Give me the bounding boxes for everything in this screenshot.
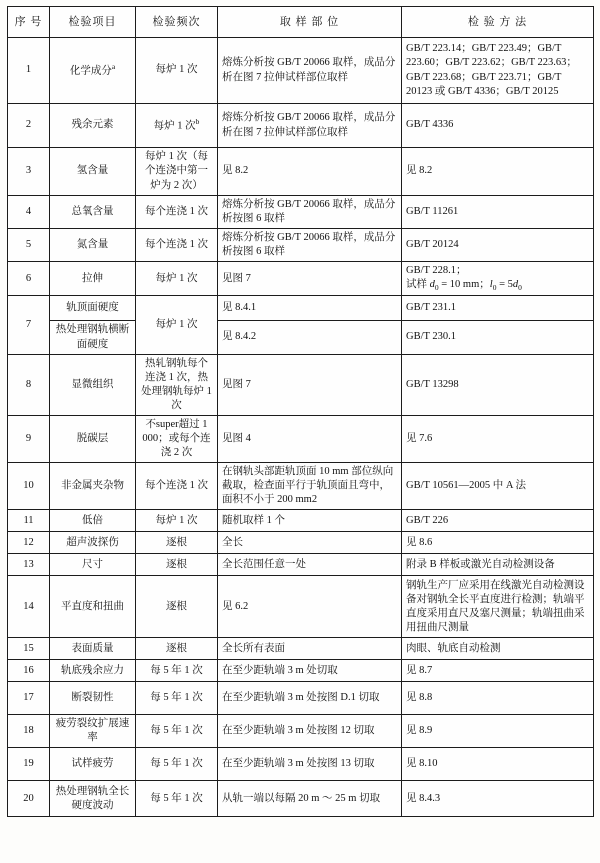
table-row	[8, 715, 594, 748]
cell-sampling: 在至少距轨端 3 m 处按图 12 切取	[218, 715, 402, 748]
cell-frequency: 逐根	[136, 638, 218, 660]
cell-sampling: 熔炼分析按 GB/T 20066 取样，成品分析按图 6 取样	[218, 229, 402, 262]
table-row	[8, 576, 594, 638]
table-row	[8, 321, 594, 354]
cell-frequency: 每炉 1 次	[136, 38, 218, 104]
table-row	[8, 510, 594, 532]
cell-frequency: 每个连浇 1 次	[136, 196, 218, 229]
cell-item: 显微组织	[50, 354, 136, 415]
column-header-frequency: 检验频次	[136, 7, 218, 38]
cell-item: 表面质量	[50, 638, 136, 660]
cell-no: 1	[8, 38, 50, 104]
cell-sampling: 见 8.4.1	[218, 296, 402, 321]
table-row	[8, 296, 594, 321]
cell-sampling: 全长所有表面	[218, 638, 402, 660]
cell-no: 7	[8, 296, 50, 354]
cell-frequency: 每 5 年 1 次	[136, 682, 218, 715]
table-row	[8, 196, 594, 229]
cell-item: 试样疲劳	[50, 748, 136, 781]
cell-frequency: 每个连浇 1 次	[136, 463, 218, 510]
cell-method: GB/T 231.1	[402, 296, 594, 321]
cell-no: 15	[8, 638, 50, 660]
table-row	[8, 354, 594, 415]
cell-sampling: 随机取样 1 个	[218, 510, 402, 532]
inspection-spec-table	[7, 6, 594, 817]
cell-method: 钢轨生产厂应采用在线激光自动检测设备对钢轨全长平直度进行检测；轨端平直度采用直尺及塞尺测量；轨端扭曲采用扭曲尺测量	[402, 576, 594, 638]
cell-method: GB/T 11261	[402, 196, 594, 229]
cell-frequency: 每 5 年 1 次	[136, 781, 218, 817]
cell-item: 氮含量	[50, 229, 136, 262]
cell-no: 19	[8, 748, 50, 781]
cell-frequency: 每 5 年 1 次	[136, 748, 218, 781]
cell-item-label: 化学成分	[69, 65, 112, 77]
cell-frequency: 每 5 年 1 次	[136, 660, 218, 682]
table-row	[8, 682, 594, 715]
table-row	[8, 38, 594, 104]
cell-sampling: 熔炼分析按 GB/T 20066 取样，成品分析在图 7 拉伸试样部位取样	[218, 38, 402, 104]
cell-no: 14	[8, 576, 50, 638]
table-row	[8, 554, 594, 576]
cell-item-footnote-mark: a	[111, 62, 116, 72]
cell-no: 18	[8, 715, 50, 748]
cell-sampling: 全长范围任意一处	[218, 554, 402, 576]
cell-item: 疲劳裂纹扩展速率	[50, 715, 136, 748]
cell-frequency: 每炉 1 次	[136, 262, 218, 296]
cell-method: 肉眼、轨底自动检测	[402, 638, 594, 660]
cell-no: 8	[8, 354, 50, 415]
cell-frequency: 每炉 1 次	[136, 510, 218, 532]
cell-frequency	[136, 104, 218, 148]
cell-sampling: 见 6.2	[218, 576, 402, 638]
column-header-no: 序 号	[8, 7, 50, 38]
cell-method: 见 8.4.3	[402, 781, 594, 817]
cell-method: GB/T 223.14；GB/T 223.49；GB/T 223.60；GB/T 223.62；GB/T 223.63；GB/T 223.68；GB/T 223.71；GB/T 20123 或 GB/T 4336；GB/T 20125	[402, 38, 594, 104]
table-row	[8, 660, 594, 682]
cell-method: 见 8.6	[402, 532, 594, 554]
cell-sampling: 熔炼分析按 GB/T 20066 取样，成品分析按图 6 取样	[218, 196, 402, 229]
cell-sampling: 见 8.2	[218, 148, 402, 196]
cell-frequency: 每个连浇 1 次	[136, 229, 218, 262]
cell-frequency: 逐根	[136, 554, 218, 576]
cell-no: 20	[8, 781, 50, 817]
cell-frequency: 逐根	[136, 532, 218, 554]
cell-item: 断裂韧性	[50, 682, 136, 715]
cell-method: GB/T 20124	[402, 229, 594, 262]
table-row	[8, 262, 594, 296]
cell-sampling: 在至少距轨端 3 m 处按图 D.1 切取	[218, 682, 402, 715]
cell-item: 轨底残余应力	[50, 660, 136, 682]
table-row	[8, 104, 594, 148]
cell-frequency: 每 5 年 1 次	[136, 715, 218, 748]
cell-no: 6	[8, 262, 50, 296]
cell-no: 9	[8, 415, 50, 462]
table-header	[8, 7, 594, 38]
cell-no: 4	[8, 196, 50, 229]
cell-method: GB/T 4336	[402, 104, 594, 148]
cell-item: 氢含量	[50, 148, 136, 196]
cell-method-line1: GB/T 228.1；	[406, 265, 467, 277]
column-header-sampling-location: 取 样 部 位	[218, 7, 402, 38]
cell-item: 热处理钢轨全长硬度波动	[50, 781, 136, 817]
cell-method: 见 8.9	[402, 715, 594, 748]
table-row	[8, 781, 594, 817]
column-header-method: 检 验 方 法	[402, 7, 594, 38]
cell-method: 见 8.7	[402, 660, 594, 682]
cell-item	[50, 38, 136, 104]
table-body	[8, 38, 594, 817]
cell-item: 残余元素	[50, 104, 136, 148]
cell-sampling: 全长	[218, 532, 402, 554]
cell-no: 16	[8, 660, 50, 682]
cell-frequency: 热轧钢轨每个连浇 1 次，热处理钢轨每炉 1 次	[136, 354, 218, 415]
table-row	[8, 229, 594, 262]
cell-sampling: 在钢轨头部距轨顶面 10 mm 部位纵向截取，检查面平行于轨顶面且弯中，面积不小于 200 mm2	[218, 463, 402, 510]
cell-item: 尺寸	[50, 554, 136, 576]
table-header-row	[8, 7, 594, 38]
cell-frequency: 不super超过 1 000；或每个连浇 2 次	[136, 415, 218, 462]
cell-frequency: 每炉 1 次	[136, 296, 218, 354]
cell-item: 脱碳层	[50, 415, 136, 462]
cell-sampling: 在至少距轨端 3 m 处按图 13 切取	[218, 748, 402, 781]
cell-method: 见 8.2	[402, 148, 594, 196]
cell-frequency-label: 每炉 1 次	[153, 120, 196, 132]
table-row	[8, 748, 594, 781]
table-row	[8, 638, 594, 660]
cell-frequency: 逐根	[136, 576, 218, 638]
cell-item: 拉伸	[50, 262, 136, 296]
cell-item: 非金属夹杂物	[50, 463, 136, 510]
cell-no: 11	[8, 510, 50, 532]
cell-no: 2	[8, 104, 50, 148]
cell-item: 总氧含量	[50, 196, 136, 229]
cell-sampling: 熔炼分析按 GB/T 20066 取样，成品分析在图 7 拉伸试样部位取样	[218, 104, 402, 148]
column-header-item: 检验项目	[50, 7, 136, 38]
cell-no: 3	[8, 148, 50, 196]
table-row	[8, 148, 594, 196]
cell-sampling-secondary: 见 8.4.2	[218, 321, 402, 354]
cell-method-line2: 试样 $d_0 = 10$ mm；$l_0 = 5d_0$	[406, 279, 522, 293]
cell-item: 平直度和扭曲	[50, 576, 136, 638]
cell-frequency: 每炉 1 次（每个连浇中第一炉为 2 次）	[136, 148, 218, 196]
cell-item: 轨顶面硬度	[50, 296, 136, 321]
cell-item: 超声波探伤	[50, 532, 136, 554]
cell-sampling: 在至少距轨端 3 m 处切取	[218, 660, 402, 682]
cell-sampling: 见图 7	[218, 354, 402, 415]
cell-method: GB/T 226	[402, 510, 594, 532]
cell-sampling: 从轨一端以每隔 20 m ～ 25 m 切取	[218, 781, 402, 817]
cell-no: 17	[8, 682, 50, 715]
cell-method: 见 8.8	[402, 682, 594, 715]
cell-frequency-footnote-mark: b	[195, 117, 200, 127]
cell-no: 13	[8, 554, 50, 576]
cell-no: 10	[8, 463, 50, 510]
cell-no: 12	[8, 532, 50, 554]
cell-item: 低倍	[50, 510, 136, 532]
cell-no: 5	[8, 229, 50, 262]
table-row	[8, 532, 594, 554]
cell-method-secondary: GB/T 230.1	[402, 321, 594, 354]
cell-method: GB/T 10561—2005 中 A 法	[402, 463, 594, 510]
table-row	[8, 415, 594, 462]
cell-method: 附录 B 样板或激光自动检测设备	[402, 554, 594, 576]
cell-method: 见 7.6	[402, 415, 594, 462]
cell-sampling: 见图 4	[218, 415, 402, 462]
cell-method	[402, 262, 594, 296]
cell-item-secondary: 热处理钢轨横断面硬度	[50, 321, 136, 354]
cell-method: GB/T 13298	[402, 354, 594, 415]
cell-method: 见 8.10	[402, 748, 594, 781]
table-row	[8, 463, 594, 510]
cell-sampling: 见图 7	[218, 262, 402, 296]
